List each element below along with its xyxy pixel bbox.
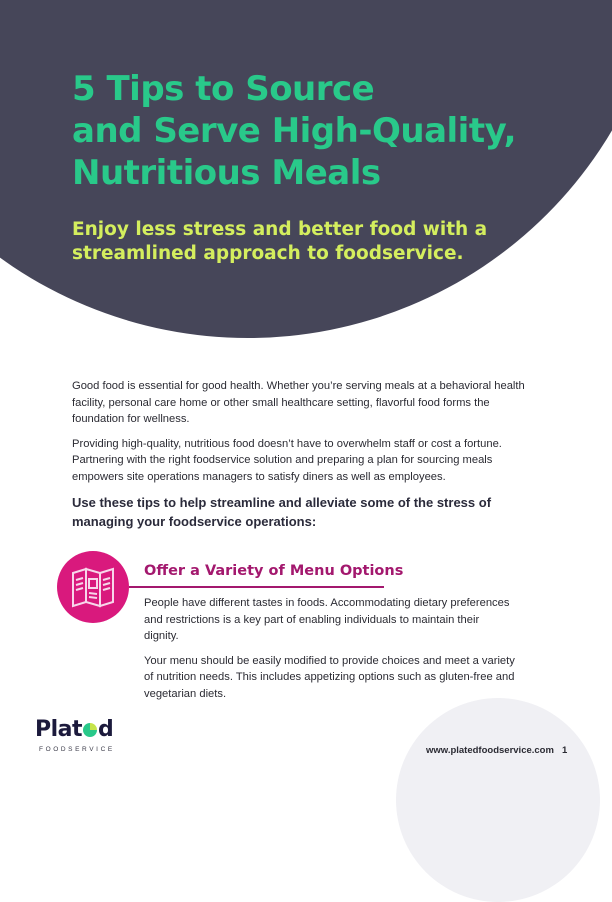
tip-title: Offer a Variety of Menu Options: [144, 563, 404, 579]
title-line: and Serve High-Quality,: [72, 111, 517, 151]
intro-section: [72, 378, 544, 539]
tip-body: [144, 595, 516, 710]
tip-paragraph: Your menu should be easily modified to provide choices and meet a variety of nutrition needs. This includes appetizing options such as gluten-free and vegetarian diets.: [144, 654, 515, 700]
logo-subtext: FOODSERVICE: [39, 746, 115, 753]
footer-background-shape: [396, 698, 600, 902]
plated-logo: [35, 718, 115, 753]
menu-icon: [57, 551, 129, 623]
plate-icon: [83, 723, 97, 737]
tip-divider: [129, 586, 384, 588]
footer-url[interactable]: www.platedfoodservice.com: [426, 745, 554, 756]
logo-wordmark: Plat d: [35, 717, 114, 742]
subtitle-line: Enjoy less stress and better food with a: [72, 219, 488, 240]
page-subtitle: [72, 218, 487, 266]
title-line: Nutritious Meals: [72, 153, 381, 193]
intro-paragraph: Good food is essential for good health. Whether you’re serving meals at a behavioral health facility, personal care home or other small healthcare setting, flavorful food forms the foundation for wellness.: [72, 380, 525, 425]
title-line: 5 Tips to Source: [72, 69, 375, 109]
page-title: [72, 68, 516, 194]
tip-paragraph: People have different tastes in foods. Accommodating dietary preferences and restrictions is a key part of enabling individuals to maintain their dignity.: [144, 597, 510, 642]
intro-lead: Use these tips to help streamline and alleviate some of the stress of managing your foodservice operations:: [72, 495, 492, 529]
subtitle-line: streamlined approach to foodservice.: [72, 243, 464, 264]
intro-paragraph: Providing high-quality, nutritious food doesn’t have to overwhelm staff or cost a fortune. Partnering with the right foodservice solution and preparing a plan for sourcing meals empowers site operations managers to satisfy diners as well as employees.: [72, 437, 502, 483]
page-number: 1: [562, 745, 568, 756]
